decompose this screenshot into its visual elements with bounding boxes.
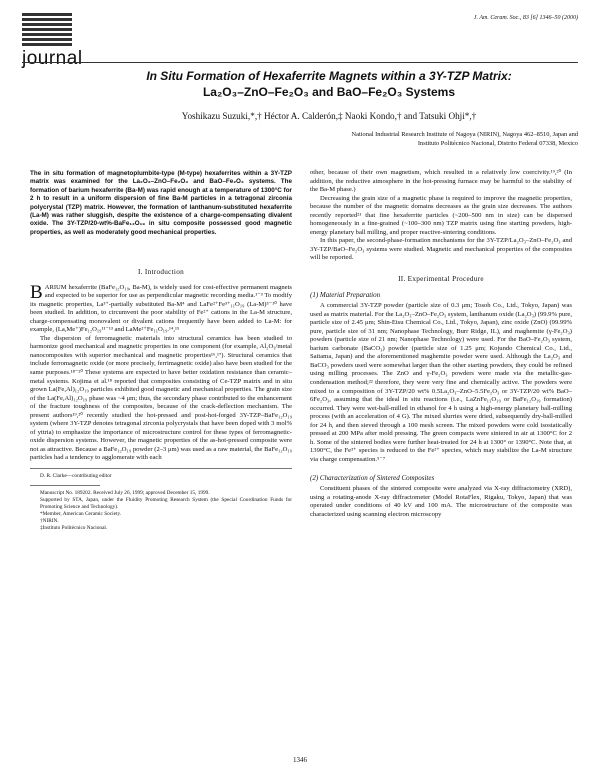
journal-citation: J. Am. Ceram. Soc., 83 [6] 1346–50 (2000) (473, 15, 578, 21)
intro-paragraph-1: BARIUM hexaferrite (BaFe₁₂O₁₉, Ba-M), is widely used for cost-effective permanent magnets and expected to be superior for use as perpendicular magnetic recording media.¹⁻³ To modify its magnetic properties, La³⁺-partially substituted Ba-M⁴ and LaFe²⁺Fe³⁺₁₁O₁₉ (La-M)⁵⁻¹⁰ have been studied. In addition, to circumvent the poor stability of Fe²⁺ cations in the La-M structure, charge-compensating monovalent or divalent cations frequently have been added to La-M: for example, (La,Me⁺)Fe₁₂O₁₉¹¹⁻¹³ and LaMe²⁺Fe₁₁O₁₉.¹⁴,¹⁵ (30, 281, 292, 334)
page-number: 1346 (293, 756, 307, 764)
paper-title (80, 68, 578, 100)
right-column (310, 169, 572, 519)
journal-logo-word: journal (22, 48, 83, 69)
journal-logo-bars (22, 8, 72, 46)
title-line-1: In Situ Formation of Hexaferrite Magnets within a 3Y-TZP Matrix: (146, 69, 512, 83)
affiliation-line-2: Instituto Politécnico Nacional, Distrito Federal 07338, Mexico (417, 139, 578, 147)
affiliation (258, 131, 578, 148)
left-column (30, 268, 292, 532)
section-heading-experimental: II. Experimental Procedure (398, 275, 484, 284)
subsection-heading-material-preparation: (1) Material Preparation (310, 290, 381, 299)
editor-rule (30, 468, 292, 469)
footnote-manuscript: Manuscript No. 189202. Received July 26, 1999; approved December 15, 1999. (40, 490, 210, 497)
footnote-member: *Member, American Ceramic Society. (40, 511, 122, 518)
subsection-heading-characterization: (2) Characterization of Sintered Composites (310, 473, 435, 482)
affiliation-line-1: National Industrial Research Institute of Nagoya (NIRIN), Nagoya 462–8510, Japan and (351, 131, 578, 138)
footnote-support: Supported by STA, Japan, under the Fluidity Promoting Research System (the Special Coordination Funds for Promoting Science and Technology). (40, 497, 292, 511)
drop-cap: B (30, 281, 43, 303)
characterization-paragraph: Constituent phases of the sintered composite were analyzed via X-ray diffractometry (XRD), using a rotating-anode X-ray diffractometer (Model RotaFlex, Rigaku, Tokyo, Japan) that was operated under conditions of 40 kV and 100 mA. The microstructure of the composite was characterized using scanning electron microscopy (310, 485, 572, 518)
footnote-nirin: †NIRIN. (40, 518, 59, 525)
journal-logo (22, 8, 83, 70)
intro-paragraph-2: The dispersion of ferromagnetic materials into structural ceramics has been studied to harmonize good mechanical and magnetic properties in one component (for example, Al₂O₃/metal nanocomposites with superior mechanical and magnetic properties¹⁶,¹⁷). Structural ceramics that include ferromagnetic oxide (or more precisely, ferrimagnetic oxide) also have been studied for the same purposes.¹⁸⁻²⁰ These systems are expected to have better oxidation resistance than ceramic–metal systems. Kojima et al.¹⁸ reported that composites consisting of Ce-TZP matrix and in situ grown La(Fe,Al)₁₂O₁₉ particles exhibited good magnetic and mechanical properties. The grain size of the La(Fe,Al)₁₂O₁₉ phase was ~4 μm; thus, the secondary phase contributed to the enhancement of the fracture toughness of the composites, because of the crack-deflection mechanism. The present authors¹⁹,²⁰ recently studied the hot-pressed and post-hot-forged 3Y-TZP–BaFe₁₂O₁₉ system (where 3Y-TZP denotes tetragonal zirconia polycrystals that have been doped with 3 mol% of yttria) to emphasize the importance of microstructure control for these types of ferromagnetic-oxide dispersion systems. However, the magnetic properties of the as-hot-pressed composite were not as attractive. Because a BaFe₁₂O₁₉ powder (2–3 μm) was used as a raw material, the BaFe₁₂O₁₉ particles had a tendency to agglomerate with each (30, 334, 292, 462)
intro-paragraph-3: other, because of their own magnetism, which resulted in a relatively low coercivity.¹⁹,²⁰ (In addition, the reductive atmosphere in the hot-pressing furnace may be harmful to the stability of the Ba-M phase.) (310, 169, 572, 194)
footnote-ipn: ‡Instituto Politécnico Nacional. (40, 525, 108, 532)
material-preparation-paragraph: A commercial 3Y-TZP powder (particle size of 0.3 μm; Tosoh Co., Ltd., Tokyo, Japan) was used as matrix material. For the La₂O₃–ZnO–Fe₂O₃ system, lanthanum oxide (La₂O₃) (99.9% pure, particle size of 2.45 μm; Shin-Etsu Chemical Co., Ltd., Tokyo, Japan), zinc oxide (ZnO) (99.99% pure, particle size of 31 nm; Nanophase Technology, Burr Ridge, IL), and maghemite (γ-Fe₂O₃) powders (particle size of 21 nm; Nanophase Technology) were used. For the BaO–Fe₂O₃ system, barium carbonate (BaCO₃) powder (particle size of 1.25 μm; Kojundo Chemical Co., Ltd., Saitama, Japan) and the aforementioned maghemite powder were used. Although the La₂O₃ and BaCO₃ powders used were somewhat larger than the other starting powders, they could be refined using milling processes. The ZnO and γ-Fe₂O₃ powders were made via the metallic-gas-condensation method;²² therefore, they were very fine and chemically active. The powders were mixed to a composition of 3Y-TZP/20 wt% 0.5La₂O₃–ZnO–5.5Fe₂O₃ or 3Y-TZP/20 wt% BaO–6Fe₂O₃, assuming that the ideal in situ reactions (i.e., LaZnFe₁₁O₁₉ or BaFe₁₂O₁₉ formation) occurred. They were wet-ball-milled in ethanol for 4 h using a high-energy planetary ball-milling process (with an acceleration of 4 G). The mixed slurries were dried, subsequently dry-ball-milled for 24 h, and then sieved through a 100 mesh screen. The mixed powders were cold isostatically pressed at 200 MPa after mold pressing. The green compacts were sintered in air at 1300°C for 2 h. Some of the sintered bodies were further heat-treated for 24 h at 1300° or 1390°C. Note that, at 1390°C, the Fe³⁺ species is reduced to the Fe²⁺ species, which may stabilize the La-M structure via charge compensation.⁵⁻⁷ (310, 302, 572, 463)
abstract: The in situ formation of magnetoplumbite-type (M-type) hexaferrites within a 3Y-TZP matrix was examined for the La₂O₃–ZnO–Fe₂O₃ and BaO–Fe₂O₃ systems. The formation of barium hexaferrite (Ba-M) was rapid enough at a temperature of 1300°C for 2 h to result in a uniform dispersion of fine Ba-M particles in a tetragonal zirconia polycrystal (TZP) matrix. However, the formation of lanthanum-substituted hexaferrite (La-M) was rather sluggish, despite the existence of a charge-compensating divalent oxide. The 3Y-TZP/20-wt%-BaFe₁₂O₁₉ in situ composite possessed good magnetic properties, as well as moderately good mechanical properties. (30, 170, 292, 236)
author-list: Yoshikazu Suzuki,*,† Héctor A. Calderón,‡ Naoki Kondo,† and Tatsuki Ohji*,† (181, 111, 477, 121)
contributing-editor: D. R. Clarke—contributing editor (40, 473, 112, 480)
intro-paragraph-4: Decreasing the grain size of a magnetic phase is required to improve the magnetic properties, because the number of the magnetic domains decreases as the grain size decreases. The authors recently reported²¹ that fine hexaferrite particles (~200–500 nm in size) can be dispersed homogeneously in a fine-grained (~100–300 nm) TZP matrix using fine starting powders, high-energy planetary ball milling, and proper reactive-sintering conditions. (310, 194, 572, 236)
footnote-rule (30, 485, 100, 486)
intro-paragraph-5: In this paper, the second-phase-formation mechanisms for the 3Y-TZP/La₂O₃–ZnO–Fe₂O₃ and 3Y-TZP/BaO–Fe₂O₃ systems were studied. Magnetic and mechanical properties of the composites will be reported. (310, 237, 572, 262)
title-line-2: La₂O₃–ZnO–Fe₂O₃ and BaO–Fe₂O₃ Systems (202, 85, 456, 99)
section-heading-introduction: I. Introduction (137, 268, 185, 276)
header-rule (22, 62, 578, 63)
